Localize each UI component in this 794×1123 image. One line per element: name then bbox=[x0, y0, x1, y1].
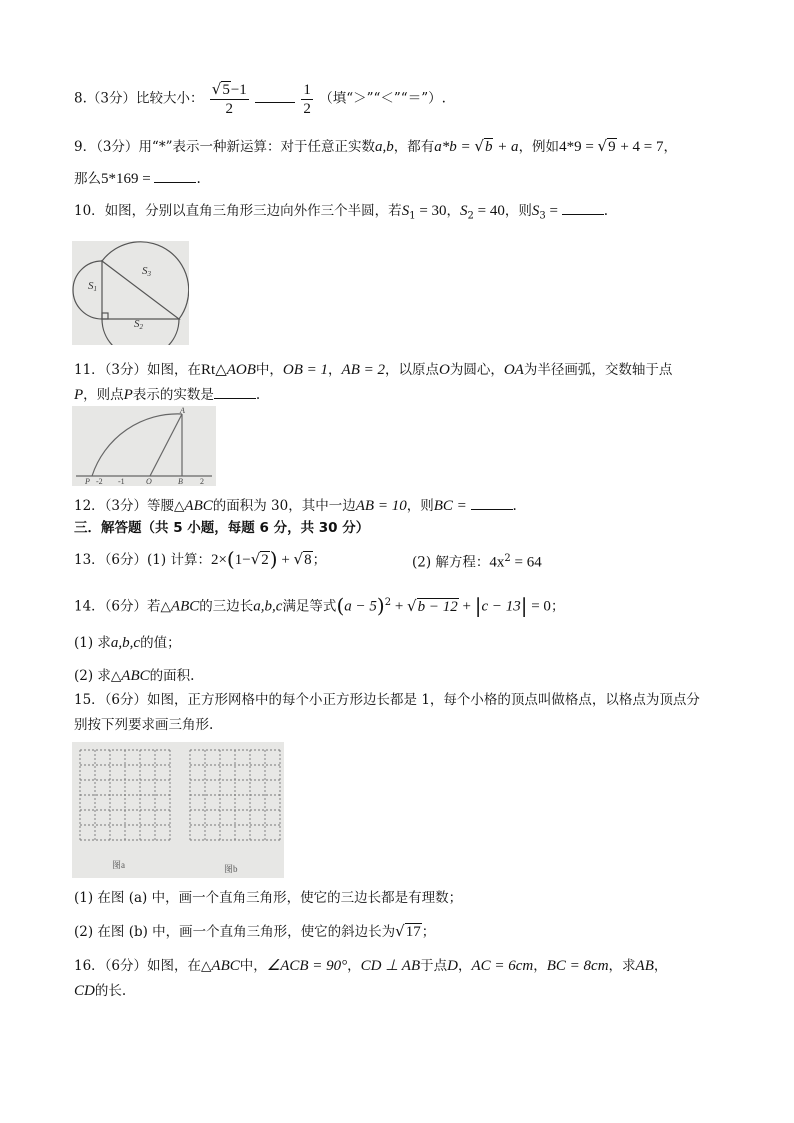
figure-number-line-arc bbox=[72, 406, 216, 486]
answer-blank-10[interactable] bbox=[562, 200, 604, 215]
question-12: 12．（3分）等腰△ABC的面积为 30，其中一边AB = 10，则BC = . bbox=[74, 495, 517, 516]
fraction-sqrt5-minus1-over-2: $\frac{√5-1}{2}$ bbox=[211, 80, 247, 117]
question-14: 14．（6分）若△ABC的三边长a,b,c满足等式$(a - 5)^2 + √b - 12 + |c - 13| = 0$； bbox=[74, 593, 565, 618]
answer-blank-8[interactable] bbox=[255, 88, 295, 103]
question-9-line2: 那么5*169 = . bbox=[74, 168, 201, 189]
number-line-diagram bbox=[72, 406, 216, 486]
question-11-line2: P，则点P表示的实数是 . bbox=[74, 384, 260, 405]
question-13-part2: (2) 解方程：$4x^2 = 64$ bbox=[412, 553, 542, 571]
question-15-line2: 别按下列要求画三角形. bbox=[74, 717, 214, 733]
question-14-sub1: (1) 求a,b,c的值； bbox=[74, 635, 181, 651]
question-15-sub1: (1) 在图 (a) 中，画一个直角三角形，使它的三边长都是有理数； bbox=[74, 890, 463, 906]
fraction-one-half: $\frac{1}{2}$ bbox=[303, 81, 311, 117]
label-o: O bbox=[146, 477, 152, 486]
label-2: 2 bbox=[200, 477, 204, 486]
answer-blank-9[interactable] bbox=[154, 168, 196, 183]
semicircle-diagram bbox=[72, 241, 189, 345]
label-p: P bbox=[85, 477, 90, 486]
grid-a[interactable] bbox=[80, 750, 170, 840]
figure-semicircles bbox=[72, 241, 189, 345]
question-14-sub2: (2) 求△ABC的面积. bbox=[74, 668, 195, 684]
grid-b[interactable] bbox=[190, 750, 280, 840]
grid-diagram bbox=[72, 742, 284, 878]
question-16-line2: CD的长. bbox=[74, 983, 127, 999]
label-minus1: -1 bbox=[118, 477, 125, 486]
question-16: 16．（6分）如图，在△ABC中，∠ACB = 90°，CD ⊥ AB于点D，AC = 6cm，BC = 8cm，求AB， bbox=[74, 958, 668, 974]
label-b: B bbox=[178, 477, 183, 486]
question-8: 8.（3分）比较大小： $\frac{√5-1}{2}$ $\frac{1}{2}$ （填“＞”“＜”“＝”）. bbox=[74, 80, 446, 117]
question-15-sub2: (2) 在图 (b) 中，画一个直角三角形，使它的斜边长为√17； bbox=[74, 922, 436, 940]
label-a: A bbox=[180, 406, 185, 415]
question-10: 10．如图，分别以直角三角形三边向外作三个半圆，若$S_1 = 30$，$S_2 = 40$，则$S_3$ = . bbox=[74, 200, 608, 227]
answer-blank-12[interactable] bbox=[471, 495, 513, 510]
question-9: 9．（3分）用“*”表示一种新运算：对于任意正实数a,b，都有a*b = √b + a，例如4*9 = √9 + 4 = 7， bbox=[74, 137, 678, 155]
figure-grids bbox=[72, 742, 284, 878]
label-fig-b: 图b bbox=[224, 864, 238, 874]
question-15: 15．（6分）如图，正方形网格中的每个小正方形边长都是 1，每个小格的顶点叫做格点，以格点为顶点分 bbox=[74, 692, 700, 708]
label-s2: S2 bbox=[134, 318, 143, 331]
answer-blank-11[interactable] bbox=[214, 384, 256, 399]
label-minus2: -2 bbox=[96, 477, 103, 486]
question-11: 11．（3分）如图，在Rt△AOB中，OB = 1，AB = 2，以原点O为圆心，OA为半径画弧，交数轴于点 bbox=[74, 362, 673, 378]
label-s1: S1 bbox=[88, 280, 97, 293]
label-fig-a: 图a bbox=[112, 860, 125, 870]
section-3-heading: 三．解答题（共 5 小题，每题 6 分，共 30 分） bbox=[74, 520, 370, 536]
question-13: 13．（6分）(1) 计算：2×(1−√2) + √8； bbox=[74, 547, 327, 571]
label-s3: S3 bbox=[142, 265, 151, 278]
